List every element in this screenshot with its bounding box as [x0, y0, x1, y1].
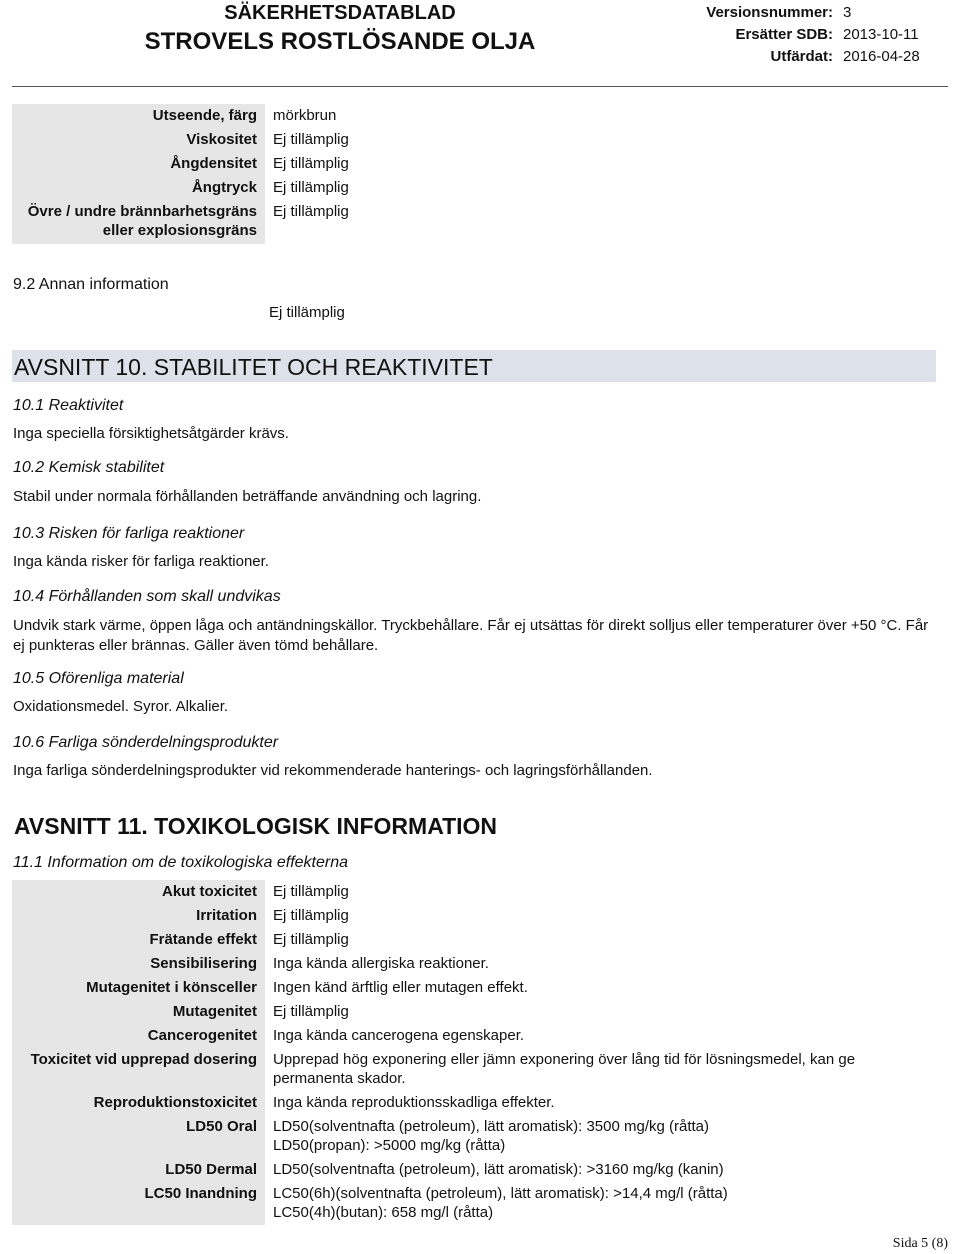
document-type-title: SÄKERHETSDATABLAD	[224, 2, 456, 24]
property-row	[12, 1091, 885, 1115]
property-value: LC50(6h)(solventnafta (petroleum), lätt aromatisk): >14,4 mg/l (råtta)	[273, 1185, 728, 1202]
product-name-title: STROVELS ROSTLÖSANDE OLJA	[144, 28, 536, 55]
subsection-heading: 10.1 Reaktivitet	[13, 397, 124, 414]
property-value-group	[265, 1182, 885, 1225]
version-row	[703, 2, 938, 24]
subsection-text: Inga speciella försiktighetsåtgärder krävs.	[13, 425, 289, 442]
version-value: 3	[843, 4, 852, 21]
property-label: Cancerogenitet	[12, 1024, 265, 1048]
issued-label: Utfärdat:	[770, 48, 833, 65]
property-label: Ångdensitet	[12, 152, 265, 176]
property-label: Irritation	[12, 904, 265, 928]
property-value: LD50(propan): >5000 mg/kg (råtta)	[273, 1137, 506, 1154]
property-row	[12, 200, 357, 244]
property-label: Sensibilisering	[12, 952, 265, 976]
property-value: Upprepad hög exponering eller jämn exponering över lång tid för lösningsmedel, kan ge permanenta skador.	[273, 1051, 856, 1087]
other-info-value: Ej tillämplig	[269, 304, 345, 321]
property-value: Ej tillämplig	[273, 179, 349, 196]
property-row	[12, 952, 885, 976]
property-label: Toxicitet vid upprepad dosering	[12, 1048, 265, 1091]
property-row	[12, 152, 357, 176]
property-row	[12, 1048, 885, 1091]
property-label: Reproduktionstoxicitet	[12, 1091, 265, 1115]
subsection-text: Undvik stark värme, öppen låga och antändningskällor. Tryckbehållare. Får ej utsättas för direkt solljus eller temperaturer över +50 °C. Får ej punkteras eller brännas. Gäller även tömd behållare.	[13, 617, 929, 654]
subsection-heading: 11.1 Information om de toxikologiska effekterna	[13, 854, 348, 871]
property-row	[12, 880, 885, 904]
property-value: Ej tillämplig	[273, 131, 349, 148]
section-10-title: AVSNITT 10. STABILITET OCH REAKTIVITET	[12, 350, 936, 382]
property-value: Ej tillämplig	[273, 883, 349, 900]
property-value: Ej tillämplig	[273, 203, 349, 220]
property-row	[12, 176, 357, 200]
issued-value: 2016-04-28	[843, 48, 920, 65]
replaces-value: 2013-10-11	[843, 26, 919, 43]
property-label: Frätande effekt	[12, 928, 265, 952]
property-row	[12, 904, 885, 928]
property-row	[12, 1182, 885, 1225]
property-row	[12, 128, 357, 152]
property-row	[12, 1000, 885, 1024]
property-value: Ej tillämplig	[273, 931, 349, 948]
property-label: Akut toxicitet	[12, 880, 265, 904]
property-value: LC50(4h)(butan): 658 mg/l (råtta)	[273, 1204, 494, 1221]
other-info-heading: 9.2 Annan information	[13, 276, 169, 293]
subsection-heading: 10.5 Oförenliga material	[13, 670, 184, 687]
page-number: Sida 5 (8)	[892, 1236, 948, 1251]
subsection-heading: 10.2 Kemisk stabilitet	[13, 459, 165, 476]
header-divider	[12, 86, 948, 87]
property-value: LD50(solventnafta (petroleum), lätt aromatisk): >3160 mg/kg (kanin)	[273, 1161, 724, 1178]
property-label: Utseende, färg	[12, 104, 265, 128]
version-info	[703, 2, 938, 68]
property-row	[12, 976, 885, 1000]
property-row	[12, 1158, 885, 1182]
property-label: Ångtryck	[12, 176, 265, 200]
subsection-text: Stabil under normala förhållanden beträffande användning och lagring.	[13, 488, 482, 505]
property-value: Inga kända allergiska reaktioner.	[273, 955, 489, 972]
toxicology-table	[12, 880, 885, 1225]
replaces-row	[703, 24, 938, 46]
subsection-text: Oxidationsmedel. Syror. Alkalier.	[13, 698, 229, 715]
subsection-text: Inga farliga sönderdelningsprodukter vid rekommenderade hanterings- och lagringsförhållanden.	[13, 762, 653, 779]
subsection-heading: 10.6 Farliga sönderdelningsprodukter	[13, 734, 279, 751]
property-row	[12, 928, 885, 952]
property-value: Ej tillämplig	[273, 1003, 349, 1020]
subsection-text: Inga kända risker för farliga reaktioner.	[13, 553, 269, 570]
version-label: Versionsnummer:	[706, 4, 833, 21]
property-value-group	[265, 1115, 885, 1158]
property-label: Viskositet	[12, 128, 265, 152]
section-11-title: AVSNITT 11. TOXIKOLOGISK INFORMATION	[12, 808, 936, 842]
property-label: Övre / undre brännbarhetsgräns eller explosionsgräns	[12, 200, 265, 244]
property-value: Inga kända reproduktionsskadliga effekter.	[273, 1094, 555, 1111]
property-value: Ej tillämplig	[273, 155, 349, 172]
property-row	[12, 104, 357, 128]
property-label: Mutagenitet i könsceller	[12, 976, 265, 1000]
physical-properties-table	[12, 104, 357, 244]
property-label: LD50 Oral	[12, 1115, 265, 1158]
property-row	[12, 1115, 885, 1158]
subsection-heading: 10.4 Förhållanden som skall undvikas	[13, 588, 281, 605]
subsection-heading: 10.3 Risken för farliga reaktioner	[13, 525, 245, 542]
property-value: Ingen känd ärftlig eller mutagen effekt.	[273, 979, 528, 996]
issued-row	[703, 46, 938, 68]
property-label: LC50 Inandning	[12, 1182, 265, 1225]
property-value: Ej tillämplig	[273, 907, 349, 924]
property-label: Mutagenitet	[12, 1000, 265, 1024]
property-value: LD50(solventnafta (petroleum), lätt aromatisk): 3500 mg/kg (råtta)	[273, 1118, 710, 1135]
property-value: Inga kända cancerogena egenskaper.	[273, 1027, 525, 1044]
property-value: mörkbrun	[273, 107, 337, 124]
replaces-label: Ersätter SDB:	[735, 26, 833, 43]
property-row	[12, 1024, 885, 1048]
property-label: LD50 Dermal	[12, 1158, 265, 1182]
